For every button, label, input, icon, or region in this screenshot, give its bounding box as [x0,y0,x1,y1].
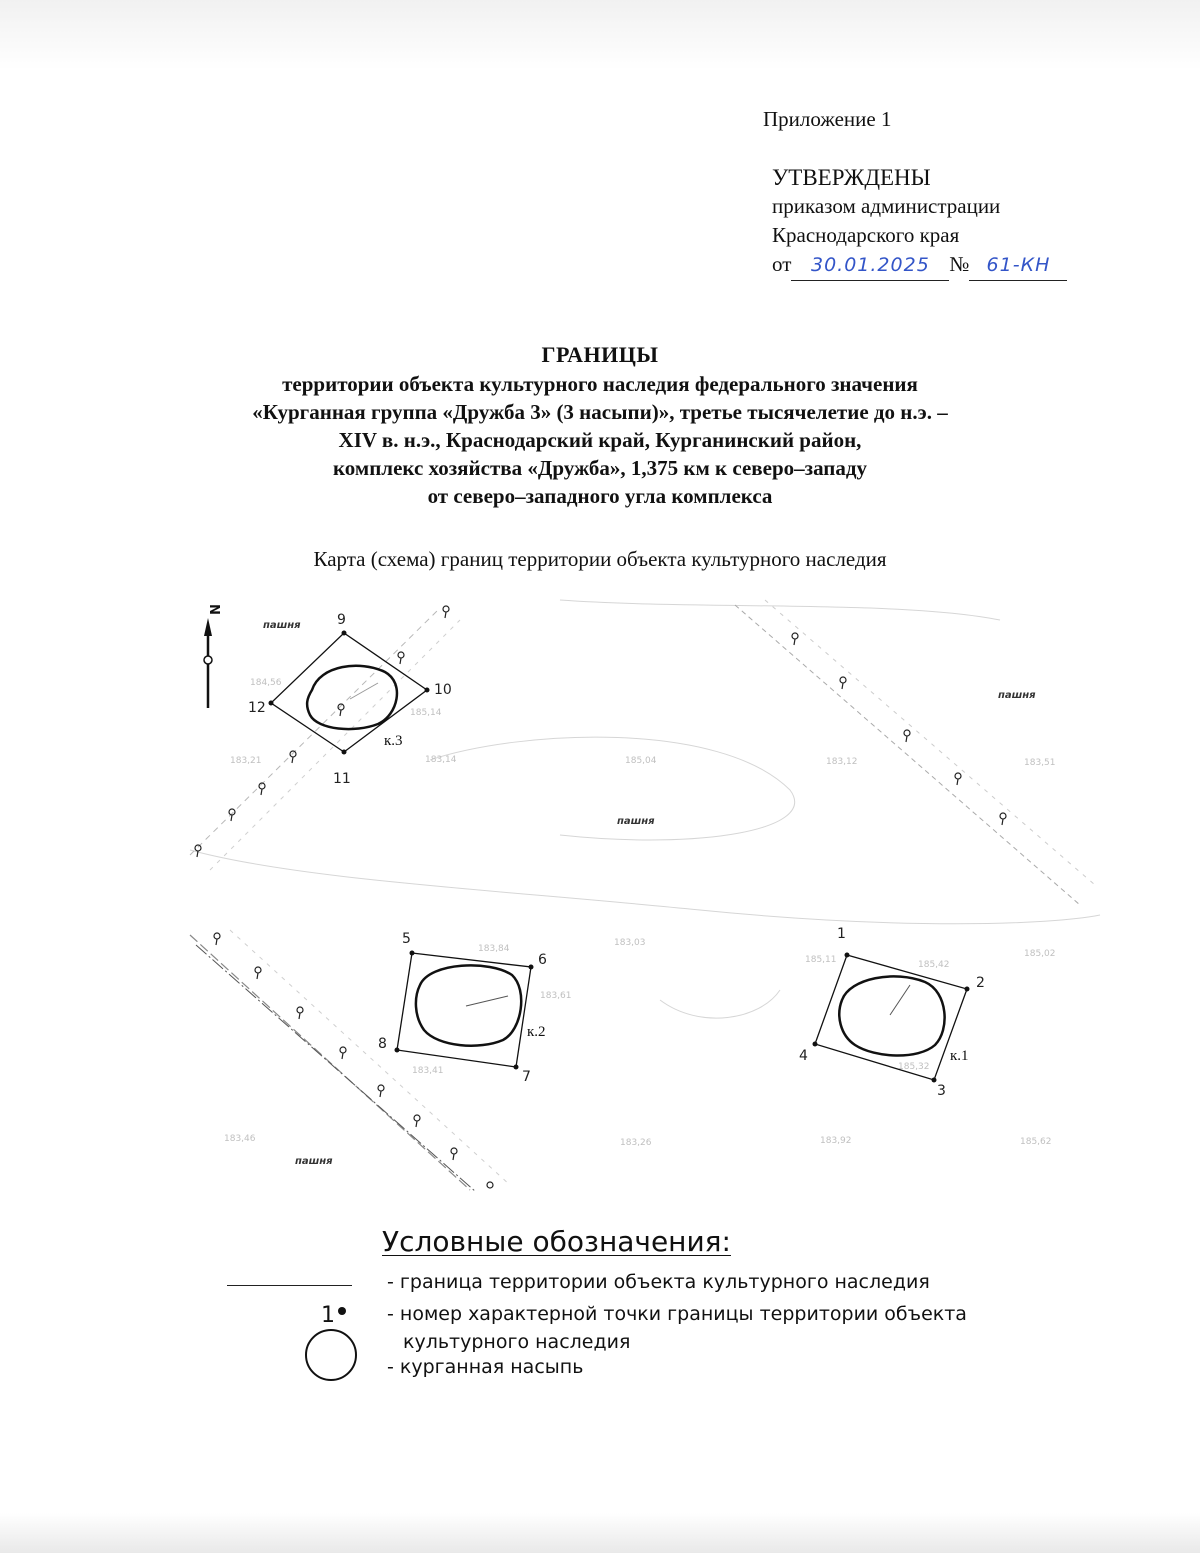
map-caption: Карта (схема) границ территории объекта культурного наследия [313,547,887,571]
tree-marker-icon [398,652,404,664]
land-label: пашня [998,690,1036,701]
legend-point-text: - номер характерной точки границы территории объекта [387,1303,967,1325]
title-line: от северо–западного угла комплекса [427,484,773,508]
point-number: 3 [937,1083,946,1099]
tree-marker-icon [443,606,449,618]
number-prefix: № [949,252,970,276]
elevation-mark: 183,21 [230,756,262,766]
title-line: территории объекта культурного наследия федерального значения [282,372,918,396]
title-heading: ГРАНИЦЫ [541,342,659,367]
point-number: 5 [402,931,411,947]
legend-mound-text: - курганная насыпь [387,1356,584,1378]
land-label: пашня [263,620,301,631]
point-number: 10 [434,682,452,698]
elevation-mark: 183,26 [620,1138,652,1148]
road-southwest [190,930,510,1192]
elevation-mark: 183,12 [826,757,858,767]
elevation-mark: 185,04 [625,756,657,766]
appendix-label: Приложение 1 [763,107,892,131]
approval-heading: УТВЕРЖДЕНЫ [772,165,931,190]
date-prefix: от [772,252,792,276]
title-line: XIV в. н.э., Краснодарский край, Курганинский район, [338,428,862,452]
boundary-map [0,590,1200,1210]
legend-point-symbol [321,1303,346,1328]
elevation-mark: 183,14 [425,755,457,765]
point-number: 7 [522,1069,531,1085]
elevation-mark: 185,32 [898,1062,930,1072]
elevation-mark: 185,42 [918,960,950,970]
elevation-mark: 185,02 [1024,949,1056,959]
mound-3-boundary [269,631,430,755]
title-line: «Курганная группа «Дружба 3» (3 насыпи)», третье тысячелетие до н.э. – [252,400,948,424]
legend-point-text-cont: культурного наследия [403,1331,631,1353]
elevation-mark: 183,61 [540,991,572,1001]
tree-marker-icon [378,1085,384,1097]
land-label: пашня [617,816,655,827]
elevation-mark: 185,14 [410,708,442,718]
tree-marker-icon [904,730,910,742]
mound-circle-icon [305,1329,357,1381]
tree-marker-icon [255,967,261,979]
handwritten-number: 61-КН [969,251,1067,281]
tree-marker-icon [340,1047,346,1059]
elevation-mark: 185,62 [1020,1137,1052,1147]
road-northeast [735,600,1095,905]
point-number: 2 [976,975,985,991]
tree-marker-icon [259,783,265,795]
mound-2-boundary [395,951,534,1070]
point-number: 8 [378,1036,387,1052]
point-number: 1 [837,926,846,942]
field-contours [190,600,1100,1018]
land-label: пашня [295,1156,333,1167]
mound-label: к.3 [384,733,403,749]
document-title [100,340,1100,510]
scan-shadow-bottom [0,1513,1200,1553]
point-number: 11 [333,771,351,787]
tree-marker-icon [214,933,220,945]
tree-marker-icon [414,1115,420,1127]
mound-1-outline [839,976,944,1055]
approval-line-2: Краснодарского края [772,223,960,247]
approval-block [772,163,1067,281]
tree-marker-icon [792,633,798,645]
north-arrow-icon [204,604,221,708]
point-number: 12 [248,700,266,716]
approval-date-line [772,250,1067,281]
title-line: комплекс хозяйства «Дружба», 1,375 км к северо–западу [332,456,868,480]
handwritten-date: 30.01.2025 [791,251,949,281]
tree-marker-icon [840,677,846,689]
elevation-mark: 183,92 [820,1136,852,1146]
point-number: 6 [538,952,547,968]
tree-marker-icon [451,1148,457,1160]
elevation-mark: 183,03 [614,938,646,948]
elevation-mark: 183,46 [224,1134,256,1144]
legend-point-number: 1 [321,1303,335,1328]
tree-marker-icon [297,1007,303,1019]
tree-marker-icon [955,773,961,785]
mound-1-boundary [813,953,970,1083]
elevation-mark: 183,41 [412,1066,444,1076]
mound-label: к.1 [950,1048,969,1064]
elevation-mark: 183,51 [1024,758,1056,768]
legend-title: Условные обозначения: [382,1225,731,1258]
tree-markers [195,606,1006,1188]
approval-line-1: приказом администрации [772,194,1001,218]
elevation-mark: 185,11 [805,955,837,965]
point-number: 9 [337,612,346,628]
north-label: N [206,604,221,615]
tree-marker-icon [1000,813,1006,825]
legend-boundary-text: - граница территории объекта культурного наследия [387,1271,930,1293]
scan-shadow-top [0,0,1200,70]
point-number: 4 [799,1048,808,1064]
tree-marker-icon [487,1182,493,1188]
legend-boundary-symbol [227,1285,352,1286]
elevation-mark: 184,56 [250,678,282,688]
mound-label: к.2 [527,1024,546,1040]
point-dot-icon [338,1307,346,1315]
elevation-mark: 183,84 [478,944,510,954]
